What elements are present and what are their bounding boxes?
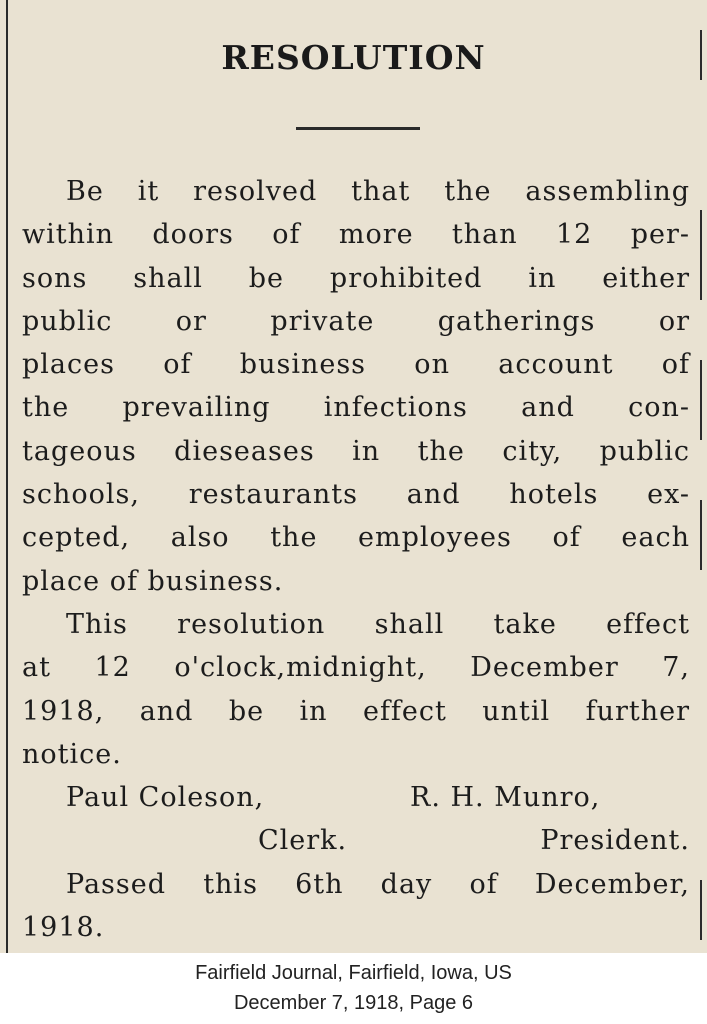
headline-divider (296, 127, 420, 130)
president-title: President. (540, 825, 690, 857)
body-line: cepted, also the employees of each (22, 522, 690, 554)
body-line: tageous dieseases in the city, public (22, 435, 690, 467)
passed-line: Passed this 6th day of December, (66, 868, 690, 900)
body-line: place of business. (22, 565, 284, 597)
signature-names (22, 776, 690, 819)
body-line: 1918, and be in effect until further (22, 695, 690, 727)
body-line: at 12 o'clock,midnight, December 7, (22, 652, 690, 684)
body-line: public or private gatherings or (22, 305, 690, 337)
body-line: places of business on account of (22, 349, 690, 381)
column-rule-right (700, 500, 702, 570)
caption-date: December 7, 1918, Page 6 (233, 992, 474, 1014)
body-line: within doors of more than 12 per- (22, 219, 690, 251)
caption-source: Fairfield Journal, Fairfield, Iowa, US (195, 962, 512, 984)
body-line: Be it resolved that the assembling (66, 176, 690, 207)
body-line: schools, restaurants and hotels ex- (22, 479, 690, 511)
body-line: notice. (22, 738, 122, 770)
column-rule-left (6, 0, 8, 953)
resolution-body (22, 170, 690, 949)
clerk-name: Paul Coleson, (66, 782, 265, 814)
column-rule-right (700, 880, 702, 940)
column-rule-right (700, 210, 702, 300)
body-line: sons shall be prohibited in either (22, 262, 690, 294)
clerk-title: Clerk. (258, 825, 348, 857)
signature-titles (22, 819, 690, 862)
column-rule-right (700, 360, 702, 440)
passed-year: 1918. (22, 912, 105, 944)
headline: RESOLUTION (221, 38, 486, 77)
body-line: the prevailing infections and con- (22, 392, 690, 424)
president-name: R. H. Munro, (410, 782, 601, 814)
body-line: This resolution shall take effect (66, 608, 690, 640)
